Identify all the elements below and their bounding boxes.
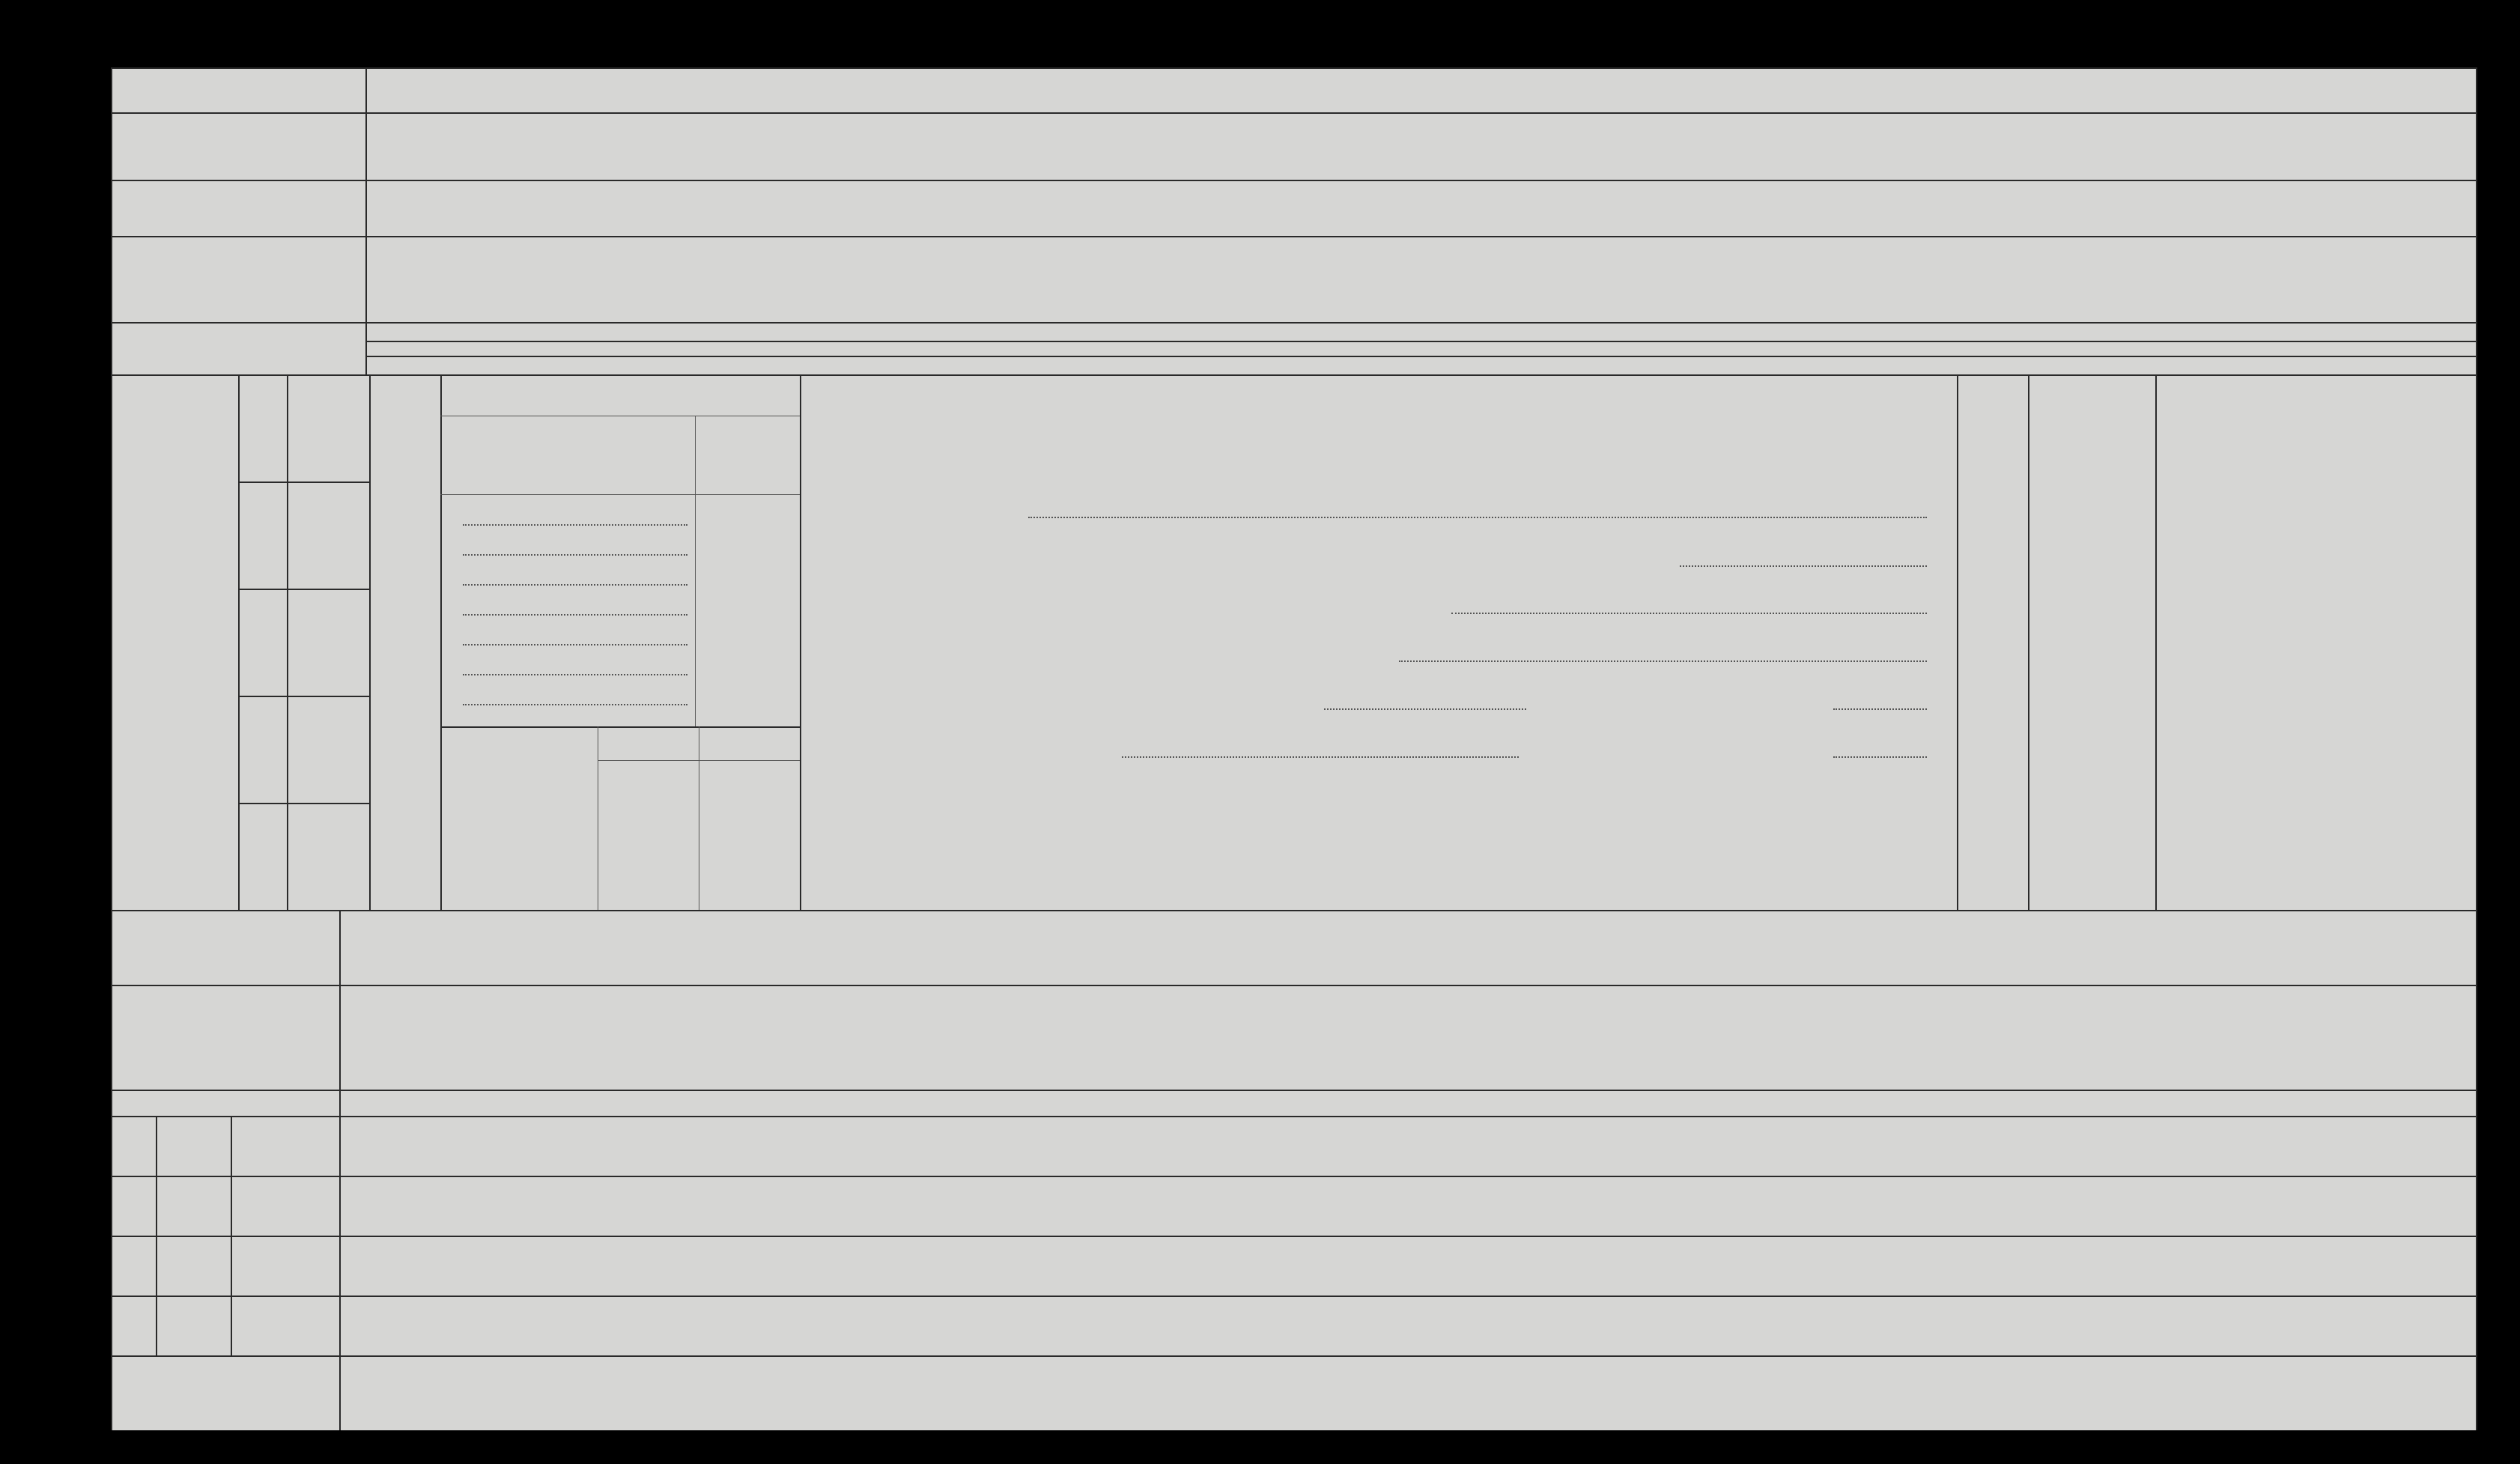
census-card	[111, 67, 2477, 1430]
